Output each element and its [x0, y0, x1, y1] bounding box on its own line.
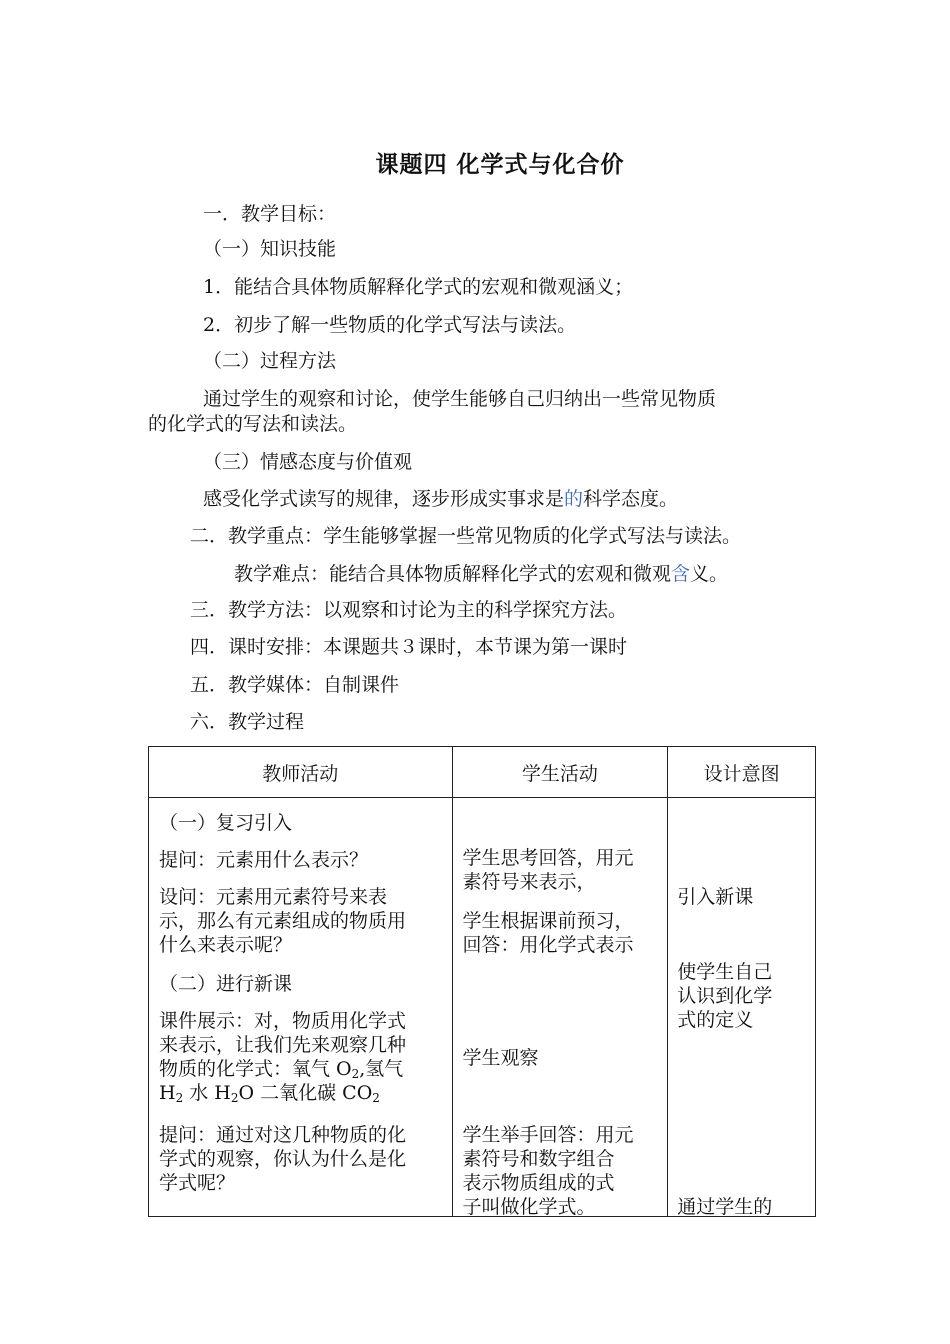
- design-2-line-2: 认识到化学: [677, 985, 773, 1007]
- student-answer-1-line-2: 素符号来表示，: [462, 871, 596, 893]
- teaching-process-table: [148, 746, 816, 1217]
- teacher-question-3-line-2: 学式的观察，你认为什么是化: [159, 1148, 407, 1170]
- difficulty: [234, 562, 728, 586]
- student-answer-2-line-2: 回答：用化学式表示: [462, 934, 634, 956]
- design-intro: 引入新课: [677, 886, 754, 908]
- emotion-text-c: 科学态度。: [583, 488, 679, 510]
- knowledge-heading: （一）知识技能: [203, 238, 337, 260]
- formula-text: H: [159, 1082, 176, 1104]
- difficulty-a: 教学难点：能结合具体物质解释化学式的宏观和微观: [234, 563, 672, 585]
- key-point: 二．教学重点：学生能够掌握一些常见物质的化学式写法与读法。: [190, 525, 742, 547]
- difficulty-c: 义。: [690, 563, 729, 585]
- design-3: 通过学生的: [677, 1196, 773, 1218]
- header-student: 学生活动: [452, 747, 668, 798]
- design-2-line-3: 式的定义: [677, 1009, 754, 1031]
- difficulty-b: 含: [671, 563, 691, 585]
- student-cell: [452, 798, 668, 1217]
- table-header-row: [149, 747, 816, 798]
- document-title: 课题四 化学式与化合价: [375, 151, 625, 178]
- emotion-text-a: 感受化学式读写的规律，逐步形成实事求是: [203, 488, 565, 510]
- process-heading: （二）过程方法: [203, 350, 337, 372]
- teacher-question-3-line-1: 提问：通过对这几种物质的化: [159, 1124, 407, 1146]
- process-text-line-1: 通过学生的观察和讨论，使学生能够自己归纳出一些常见物质: [203, 388, 717, 410]
- process-title: 六．教学过程: [190, 711, 305, 733]
- emotion-text-b: 的: [564, 488, 584, 510]
- goals-heading: 一．教学目标：: [203, 203, 337, 225]
- student-answer-4-line-2: 素符号和数字组合: [462, 1148, 615, 1170]
- teacher-question-3-line-3: 学式呢？: [159, 1172, 236, 1194]
- teacher-question-2-line-3: 什么来表示呢？: [159, 934, 293, 956]
- formula-text: 物质的化学式：氧气 O: [159, 1058, 352, 1080]
- student-answer-4-line-3: 表示物质组成的式: [462, 1172, 615, 1194]
- emotion-heading: （三）情感态度与价值观: [203, 451, 413, 473]
- header-design: 设计意图: [668, 747, 816, 798]
- subscript: 2: [372, 1091, 380, 1105]
- courseware-line-2: 来表示，让我们先来观察几种: [159, 1034, 407, 1056]
- table-row: [149, 798, 816, 1217]
- review-heading: （一）复习引入: [159, 812, 293, 834]
- student-answer-4-line-1: 学生举手回答：用元: [462, 1124, 634, 1146]
- student-observe: 学生观察: [462, 1047, 539, 1069]
- teacher-cell: [149, 798, 453, 1217]
- subscript: 2: [175, 1091, 184, 1105]
- subscript: 2: [230, 1091, 239, 1105]
- new-lesson-heading: （二）进行新课: [159, 973, 293, 995]
- header-teacher: 教师活动: [149, 747, 453, 798]
- formula-text: O 二氧化碳 CO: [238, 1082, 373, 1104]
- student-answer-2-line-1: 学生根据课前预习，: [462, 910, 634, 932]
- knowledge-item-1: 1．能结合具体物质解释化学式的宏观和微观涵义；: [203, 276, 634, 298]
- subscript: 2: [351, 1067, 360, 1081]
- formula-text: ,氢气: [359, 1058, 404, 1080]
- student-answer-4-line-4: 子叫做化学式。: [462, 1196, 596, 1218]
- design-cell: [668, 798, 816, 1217]
- teacher-question-1: 提问：元素用什么表示？: [159, 849, 369, 871]
- method: 三．教学方法：以观察和讨论为主的科学探究方法。: [190, 599, 628, 621]
- knowledge-item-2: 2．初步了解一些物质的化学式写法与读法。: [203, 314, 577, 336]
- design-2-line-1: 使学生自己: [677, 961, 773, 983]
- teacher-question-2-line-1: 设问：元素用元素符号来表: [159, 886, 388, 908]
- media: 五．教学媒体：自制课件: [190, 674, 400, 696]
- student-answer-1-line-1: 学生思考回答，用元: [462, 847, 634, 869]
- courseware-line-1: 课件展示：对，物质用化学式: [159, 1010, 407, 1032]
- courseware-line-4: [159, 1081, 380, 1110]
- teacher-question-2-line-2: 示，那么有元素组成的物质用: [159, 910, 407, 932]
- formula-text: 水 H: [183, 1082, 231, 1104]
- schedule: 四．课时安排：本课题共３课时，本节课为第一课时: [190, 636, 628, 658]
- process-text-line-2: 的化学式的写法和读法。: [148, 413, 358, 435]
- emotion-text: [203, 487, 678, 511]
